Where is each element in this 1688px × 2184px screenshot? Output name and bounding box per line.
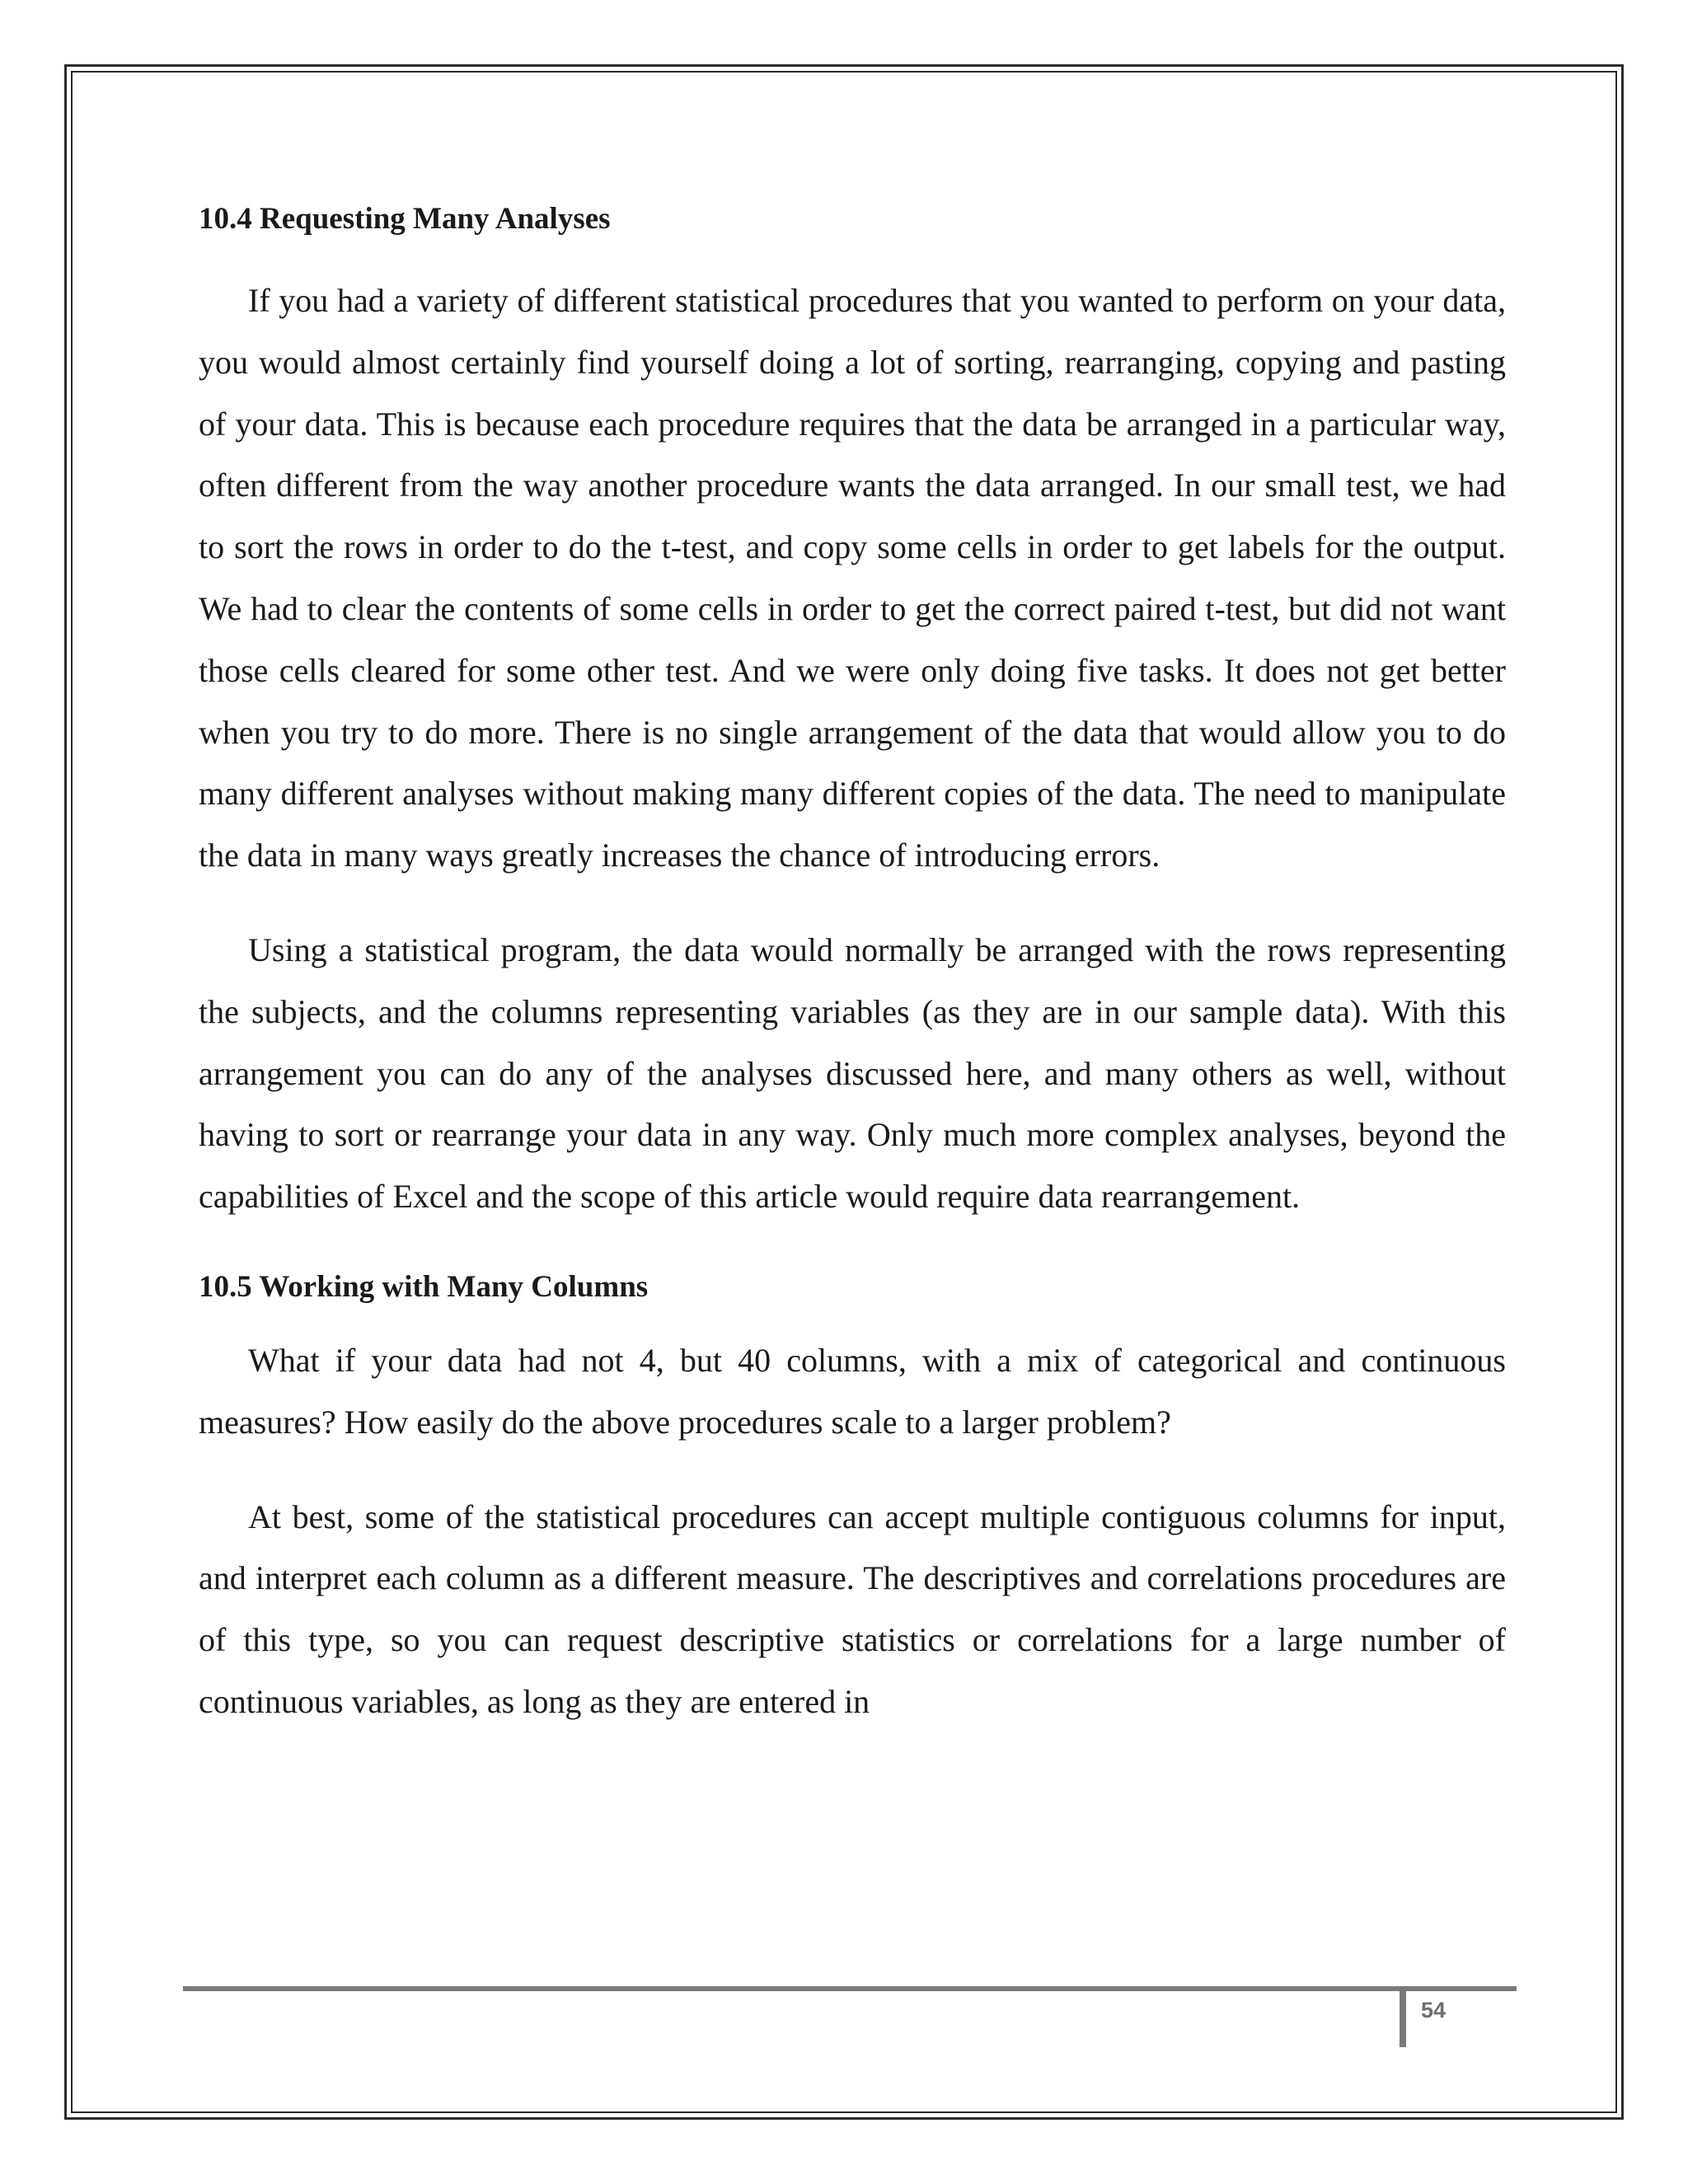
page-content: [199, 194, 1506, 1733]
page-number: 54: [1421, 1998, 1447, 2022]
footer-page-tick: [1400, 1986, 1406, 2047]
section-heading-10-4: 10.4 Requesting Many Analyses: [199, 202, 611, 236]
footer-rule: [183, 1986, 1517, 1991]
section-heading-10-5: 10.5 Working with Many Columns: [199, 1269, 649, 1304]
paragraph-many-columns-1: What if your data had not 4, but 40 columns, with a mix of categorical and continuous measures? How easily do the above procedures scale to a larger problem?: [199, 1341, 1506, 1441]
paragraph-many-analyses-1: If you had a variety of different statistical procedures that you wanted to perform on your data, you would almost certainly find yourself doing a lot of sorting, rearranging, copying and pasting of your data. This is because each procedure requires that the data be arranged in a particular way, often different from the way another procedure wants the data arranged. In our small test, we had to sort the rows in order to do the t-test, and copy some cells in order to get labels for the output. We had to clear the contents of some cells in order to get the correct paired t-test, but did not want those cells cleared for some other test. And we were only doing five tasks. It does not get better when you try to do more. There is no single arrangement of the data that would allow you to do many different analyses without making many different copies of the data. The need to manipulate the data in many ways greatly increases the chance of introducing errors.: [199, 282, 1506, 874]
paragraph-many-analyses-2: Using a statistical program, the data would normally be arranged with the rows representing the subjects, and the columns representing variables (as they are in our sample data). With this arrangement you can do any of the analyses discussed here, and many others as well, without having to sort or rearrange your data in any way. Only much more complex analyses, beyond the capabilities of Excel and the scope of this article would require data rearrangement.: [199, 930, 1506, 1216]
paragraph-many-columns-2: At best, some of the statistical procedures can accept multiple contiguous columns for input, and interpret each column as a different measure. The descriptives and correlations procedures are of this type, so you can request descriptive statistics or correlations for a large number of continuous variables, as long as they are entered in: [199, 1497, 1506, 1720]
